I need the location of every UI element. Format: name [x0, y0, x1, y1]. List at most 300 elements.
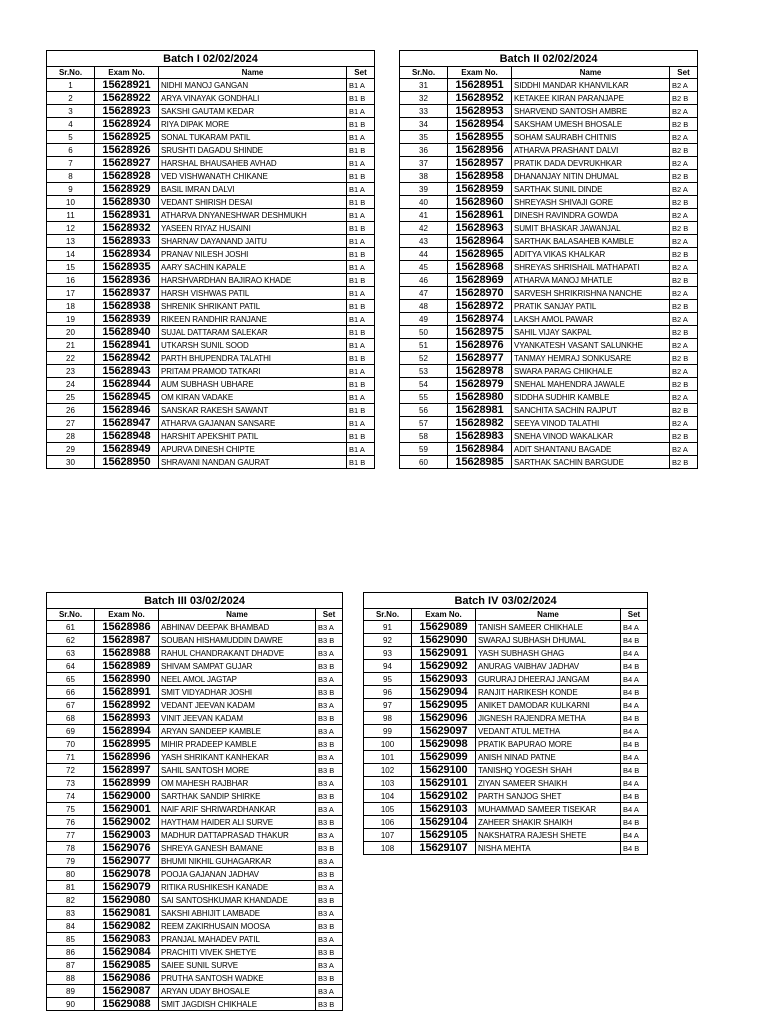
exam-no-cell: 15628923	[95, 105, 159, 118]
table-row	[47, 404, 375, 417]
sr-no-cell: 10	[47, 196, 95, 209]
table-row	[364, 699, 648, 712]
table-row	[400, 79, 698, 92]
sr-no-cell: 17	[47, 287, 95, 300]
set-cell: B3 A	[316, 907, 343, 920]
exam-no-cell: 15629102	[412, 790, 476, 803]
exam-no-cell: 15628972	[448, 300, 512, 313]
set-cell: B1 A	[347, 365, 375, 378]
exam-no-cell: 15629088	[95, 998, 159, 1011]
name-cell: PRUTHA SANTOSH WADKE	[159, 972, 316, 985]
name-cell: SARTHAK SANDIP SHIRKE	[159, 790, 316, 803]
column-header-exam-no: Exam No.	[95, 67, 159, 79]
exam-no-cell: 15629003	[95, 829, 159, 842]
name-cell: VED VISHWANATH CHIKANE	[159, 170, 347, 183]
exam-no-cell: 15629090	[412, 634, 476, 647]
name-cell: PRATIK SANJAY PATIL	[512, 300, 670, 313]
exam-no-cell: 15629094	[412, 686, 476, 699]
exam-no-cell: 15628959	[448, 183, 512, 196]
name-cell: RANJIT HARIKESH KONDE	[476, 686, 621, 699]
exam-no-cell: 15629086	[95, 972, 159, 985]
set-cell: B2 B	[670, 170, 698, 183]
table-row	[400, 274, 698, 287]
table-row	[400, 287, 698, 300]
name-cell: ANURAG VAIBHAV JADHAV	[476, 660, 621, 673]
exam-no-cell: 15629103	[412, 803, 476, 816]
exam-no-cell: 15629087	[95, 985, 159, 998]
exam-no-cell: 15628975	[448, 326, 512, 339]
name-cell: SARVESH SHRIKRISHNA NANCHE	[512, 287, 670, 300]
set-cell: B3 B	[316, 816, 343, 829]
table-row	[400, 339, 698, 352]
table-row	[364, 790, 648, 803]
exam-no-cell: 15629084	[95, 946, 159, 959]
exam-no-cell: 15628946	[95, 404, 159, 417]
table-row	[400, 196, 698, 209]
set-cell: B4 B	[621, 790, 648, 803]
table-row	[47, 816, 343, 829]
exam-no-cell: 15628997	[95, 764, 159, 777]
name-cell: SAIEE SUNIL SURVE	[159, 959, 316, 972]
sr-no-cell: 62	[47, 634, 95, 647]
sr-no-cell: 80	[47, 868, 95, 881]
name-cell: ARYAN UDAY BHOSALE	[159, 985, 316, 998]
table-row	[364, 842, 648, 855]
set-cell: B4 A	[621, 803, 648, 816]
name-cell: AUM SUBHASH UBHARE	[159, 378, 347, 391]
table-row	[47, 933, 343, 946]
exam-no-cell: 15628950	[95, 456, 159, 469]
table-row	[400, 326, 698, 339]
sr-no-cell: 1	[47, 79, 95, 92]
table-row	[364, 725, 648, 738]
exam-no-cell: 15628965	[448, 248, 512, 261]
sr-no-cell: 107	[364, 829, 412, 842]
name-cell: SUJAL DATTARAM SALEKAR	[159, 326, 347, 339]
table-row	[47, 946, 343, 959]
sr-no-cell: 9	[47, 183, 95, 196]
set-cell: B1 B	[347, 196, 375, 209]
set-cell: B4 A	[621, 751, 648, 764]
table-row	[400, 248, 698, 261]
set-cell: B1 B	[347, 378, 375, 391]
table-row	[400, 417, 698, 430]
sr-no-cell: 57	[400, 417, 448, 430]
sr-no-cell: 53	[400, 365, 448, 378]
set-cell: B2 A	[670, 365, 698, 378]
set-cell: B1 B	[347, 274, 375, 287]
exam-no-cell: 15629107	[412, 842, 476, 855]
set-cell: B2 B	[670, 248, 698, 261]
table-row	[400, 92, 698, 105]
sr-no-cell: 16	[47, 274, 95, 287]
exam-no-cell: 15629085	[95, 959, 159, 972]
table-row	[364, 647, 648, 660]
sr-no-cell: 22	[47, 352, 95, 365]
set-cell: B4 B	[621, 738, 648, 751]
set-cell: B1 A	[347, 261, 375, 274]
set-cell: B4 B	[621, 842, 648, 855]
name-cell: PRATIK DADA DEVRUKHKAR	[512, 157, 670, 170]
name-cell: BASIL IMRAN DALVI	[159, 183, 347, 196]
name-cell: RAHUL CHANDRAKANT DHADVE	[159, 647, 316, 660]
table-row	[47, 118, 375, 131]
exam-no-cell: 15629104	[412, 816, 476, 829]
name-cell: SHREYAS SHRISHAIL MATHAPATI	[512, 261, 670, 274]
exam-no-cell: 15628939	[95, 313, 159, 326]
table-row	[47, 222, 375, 235]
sr-no-cell: 106	[364, 816, 412, 829]
batch-title: Batch IV 03/02/2024	[364, 593, 648, 609]
name-cell: SAI SANTOSHKUMAR KHANDADE	[159, 894, 316, 907]
name-cell: REEM ZAKIRHUSAIN MOOSA	[159, 920, 316, 933]
name-cell: LAKSH AMOL PAWAR	[512, 313, 670, 326]
exam-no-cell: 15629079	[95, 881, 159, 894]
name-cell: SAKSHI ABHIJIT LAMBADE	[159, 907, 316, 920]
table-row	[47, 79, 375, 92]
sr-no-cell: 40	[400, 196, 448, 209]
sr-no-cell: 77	[47, 829, 95, 842]
sr-no-cell: 39	[400, 183, 448, 196]
table-row	[47, 621, 343, 634]
table-row	[400, 456, 698, 469]
table-row	[400, 183, 698, 196]
exam-no-cell: 15628943	[95, 365, 159, 378]
table-row	[400, 235, 698, 248]
exam-no-cell: 15628924	[95, 118, 159, 131]
name-cell: GURURAJ DHEERAJ JANGAM	[476, 673, 621, 686]
exam-no-cell: 15628963	[448, 222, 512, 235]
set-cell: B2 B	[670, 456, 698, 469]
sr-no-cell: 46	[400, 274, 448, 287]
name-cell: OM MAHESH RAJBHAR	[159, 777, 316, 790]
batch-table	[46, 50, 375, 469]
table-row	[364, 712, 648, 725]
table-row	[400, 170, 698, 183]
sr-no-cell: 5	[47, 131, 95, 144]
set-cell: B2 B	[670, 404, 698, 417]
set-cell: B3 A	[316, 621, 343, 634]
column-header-set: Set	[621, 609, 648, 621]
exam-no-cell: 15628948	[95, 430, 159, 443]
table-row	[47, 183, 375, 196]
exam-no-cell: 15628968	[448, 261, 512, 274]
set-cell: B3 B	[316, 842, 343, 855]
set-cell: B4 A	[621, 725, 648, 738]
column-header-name: Name	[476, 609, 621, 621]
exam-no-cell: 15628927	[95, 157, 159, 170]
set-cell: B1 A	[347, 183, 375, 196]
name-cell: SNEHAL MAHENDRA JAWALE	[512, 378, 670, 391]
sr-no-cell: 70	[47, 738, 95, 751]
set-cell: B1 A	[347, 79, 375, 92]
sr-no-cell: 21	[47, 339, 95, 352]
table-row	[47, 248, 375, 261]
set-cell: B2 A	[670, 443, 698, 456]
sr-no-cell: 97	[364, 699, 412, 712]
name-cell: YASH SUBHASH GHAG	[476, 647, 621, 660]
table-row	[400, 313, 698, 326]
exam-no-cell: 15629082	[95, 920, 159, 933]
set-cell: B3 B	[316, 660, 343, 673]
table-row	[364, 816, 648, 829]
name-cell: NAIF ARIF SHRIWARDHANKAR	[159, 803, 316, 816]
sr-no-cell: 83	[47, 907, 95, 920]
table-row	[47, 738, 343, 751]
sr-no-cell: 101	[364, 751, 412, 764]
exam-no-cell: 15628953	[448, 105, 512, 118]
name-cell: SOUBAN HISHAMUDDIN DAWRE	[159, 634, 316, 647]
name-cell: UTKARSH SUNIL SOOD	[159, 339, 347, 352]
set-cell: B2 A	[670, 157, 698, 170]
name-cell: SIDDHI MANDAR KHANVILKAR	[512, 79, 670, 92]
name-cell: SONAL TUKARAM PATIL	[159, 131, 347, 144]
table-row	[47, 105, 375, 118]
sr-no-cell: 34	[400, 118, 448, 131]
table-row	[400, 378, 698, 391]
exam-no-cell: 15629092	[412, 660, 476, 673]
set-cell: B3 A	[316, 959, 343, 972]
exam-no-cell: 15629097	[412, 725, 476, 738]
table-row	[364, 660, 648, 673]
set-cell: B3 A	[316, 751, 343, 764]
table-row	[47, 699, 343, 712]
batch-table	[363, 592, 648, 855]
sr-no-cell: 67	[47, 699, 95, 712]
exam-no-cell: 15628981	[448, 404, 512, 417]
sr-no-cell: 90	[47, 998, 95, 1011]
exam-no-cell: 15628984	[448, 443, 512, 456]
table-row	[47, 998, 343, 1011]
exam-no-cell: 15628929	[95, 183, 159, 196]
column-header-name: Name	[159, 609, 316, 621]
set-cell: B1 B	[347, 456, 375, 469]
sr-no-cell: 84	[47, 920, 95, 933]
table-row	[400, 144, 698, 157]
exam-no-cell: 15628952	[448, 92, 512, 105]
exam-no-cell: 15628979	[448, 378, 512, 391]
table-row	[400, 391, 698, 404]
exam-no-cell: 15629078	[95, 868, 159, 881]
sr-no-cell: 36	[400, 144, 448, 157]
table-row	[47, 131, 375, 144]
exam-no-cell: 15628928	[95, 170, 159, 183]
exam-no-cell: 15628944	[95, 378, 159, 391]
name-cell: DHANANJAY NITIN DHUMAL	[512, 170, 670, 183]
sr-no-cell: 85	[47, 933, 95, 946]
sr-no-cell: 32	[400, 92, 448, 105]
table-row	[364, 634, 648, 647]
exam-no-cell: 15628933	[95, 235, 159, 248]
name-cell: SHRENIK SHRIKANT PATIL	[159, 300, 347, 313]
column-header-set: Set	[316, 609, 343, 621]
sr-no-cell: 63	[47, 647, 95, 660]
set-cell: B4 B	[621, 634, 648, 647]
exam-no-cell: 15628974	[448, 313, 512, 326]
batch-title: Batch I 02/02/2024	[47, 51, 375, 67]
table-row	[47, 972, 343, 985]
sr-no-cell: 18	[47, 300, 95, 313]
name-cell: ARYA VINAYAK GONDHALI	[159, 92, 347, 105]
exam-no-cell: 15628986	[95, 621, 159, 634]
batch-title-row	[364, 593, 648, 609]
set-cell: B1 B	[347, 404, 375, 417]
set-cell: B3 A	[316, 933, 343, 946]
set-cell: B1 A	[347, 235, 375, 248]
sr-no-cell: 14	[47, 248, 95, 261]
name-cell: SRUSHTI DAGADU SHINDE	[159, 144, 347, 157]
set-cell: B2 A	[670, 79, 698, 92]
set-cell: B4 B	[621, 686, 648, 699]
set-cell: B3 A	[316, 881, 343, 894]
exam-no-cell: 15629001	[95, 803, 159, 816]
sr-no-cell: 43	[400, 235, 448, 248]
table-row	[364, 621, 648, 634]
column-header-exam-no: Exam No.	[448, 67, 512, 79]
table-row	[364, 686, 648, 699]
name-cell: HAYTHAM HAIDER ALI SURVE	[159, 816, 316, 829]
table-row	[47, 339, 375, 352]
sr-no-cell: 23	[47, 365, 95, 378]
set-cell: B1 A	[347, 417, 375, 430]
column-header-exam-no: Exam No.	[95, 609, 159, 621]
exam-no-cell: 15628931	[95, 209, 159, 222]
set-cell: B1 B	[347, 144, 375, 157]
name-cell: NAKSHATRA RAJESH SHETE	[476, 829, 621, 842]
table-row	[47, 300, 375, 313]
table-row	[47, 686, 343, 699]
table-row	[47, 764, 343, 777]
sr-no-cell: 56	[400, 404, 448, 417]
name-cell: ADITYA VIKAS KHALKAR	[512, 248, 670, 261]
set-cell: B1 A	[347, 131, 375, 144]
exam-no-cell: 15628961	[448, 209, 512, 222]
batch-title-row	[47, 593, 343, 609]
set-cell: B3 B	[316, 634, 343, 647]
set-cell: B2 A	[670, 261, 698, 274]
set-cell: B2 A	[670, 209, 698, 222]
name-cell: MUHAMMAD SAMEER TISEKAR	[476, 803, 621, 816]
set-cell: B1 B	[347, 170, 375, 183]
sr-no-cell: 93	[364, 647, 412, 660]
set-cell: B4 B	[621, 712, 648, 725]
sr-no-cell: 3	[47, 105, 95, 118]
sr-no-cell: 78	[47, 842, 95, 855]
sr-no-cell: 19	[47, 313, 95, 326]
set-cell: B4 A	[621, 647, 648, 660]
sr-no-cell: 20	[47, 326, 95, 339]
set-cell: B4 A	[621, 777, 648, 790]
name-cell: ABHINAV DEEPAK BHAMBAD	[159, 621, 316, 634]
sr-no-cell: 25	[47, 391, 95, 404]
set-cell: B2 A	[670, 105, 698, 118]
name-cell: SMIT JAGDISH CHIKHALE	[159, 998, 316, 1011]
sr-no-cell: 54	[400, 378, 448, 391]
set-cell: B3 B	[316, 894, 343, 907]
sr-no-cell: 104	[364, 790, 412, 803]
sr-no-cell: 102	[364, 764, 412, 777]
table-row	[47, 365, 375, 378]
name-cell: SARTHAK SACHIN BARGUDE	[512, 456, 670, 469]
set-cell: B4 B	[621, 660, 648, 673]
set-cell: B1 A	[347, 443, 375, 456]
exam-no-cell: 15628983	[448, 430, 512, 443]
column-header-sr-no: Sr.No.	[47, 609, 95, 621]
set-cell: B2 B	[670, 430, 698, 443]
set-cell: B2 B	[670, 196, 698, 209]
table-row	[47, 261, 375, 274]
sr-no-cell: 88	[47, 972, 95, 985]
set-cell: B4 A	[621, 699, 648, 712]
sr-no-cell: 79	[47, 855, 95, 868]
exam-no-cell: 15628956	[448, 144, 512, 157]
sr-no-cell: 89	[47, 985, 95, 998]
exam-no-cell: 15628955	[448, 131, 512, 144]
exam-no-cell: 15628936	[95, 274, 159, 287]
exam-no-cell: 15628976	[448, 339, 512, 352]
table-row	[47, 959, 343, 972]
name-cell: SAHIL VIJAY SAKPAL	[512, 326, 670, 339]
sr-no-cell: 13	[47, 235, 95, 248]
table-row	[47, 157, 375, 170]
sr-no-cell: 94	[364, 660, 412, 673]
sr-no-cell: 100	[364, 738, 412, 751]
table-row	[47, 985, 343, 998]
name-cell: SHRAVANI NANDAN GAURAT	[159, 456, 347, 469]
table-row	[400, 443, 698, 456]
set-cell: B3 A	[316, 725, 343, 738]
sr-no-cell: 28	[47, 430, 95, 443]
name-cell: NEEL AMOL JAGTAP	[159, 673, 316, 686]
sr-no-cell: 11	[47, 209, 95, 222]
set-cell: B2 B	[670, 144, 698, 157]
sr-no-cell: 68	[47, 712, 95, 725]
table-row	[364, 673, 648, 686]
table-row	[400, 261, 698, 274]
exam-no-cell: 15628937	[95, 287, 159, 300]
set-cell: B2 B	[670, 300, 698, 313]
name-cell: JIGNESH RAJENDRA METHA	[476, 712, 621, 725]
table-row	[400, 118, 698, 131]
sr-no-cell: 72	[47, 764, 95, 777]
table-row	[47, 634, 343, 647]
name-cell: PRANJAL MAHADEV PATIL	[159, 933, 316, 946]
batch-title-row	[47, 51, 375, 67]
name-cell: NIDHI MANOJ GANGAN	[159, 79, 347, 92]
name-cell: ZIYAN SAMEER SHAIKH	[476, 777, 621, 790]
set-cell: B3 A	[316, 777, 343, 790]
set-cell: B1 A	[347, 313, 375, 326]
table-row	[47, 673, 343, 686]
name-cell: VINIT JEEVAN KADAM	[159, 712, 316, 725]
batch-title-row	[400, 51, 698, 67]
sr-no-cell: 60	[400, 456, 448, 469]
exam-no-cell: 15629095	[412, 699, 476, 712]
exam-no-cell: 15628935	[95, 261, 159, 274]
exam-no-cell: 15628969	[448, 274, 512, 287]
set-cell: B1 A	[347, 287, 375, 300]
exam-no-cell: 15628964	[448, 235, 512, 248]
name-cell: SEEYA VINOD TALATHI	[512, 417, 670, 430]
set-cell: B1 A	[347, 209, 375, 222]
name-cell: TANISH SAMEER CHIKHALE	[476, 621, 621, 634]
sr-no-cell: 45	[400, 261, 448, 274]
set-cell: B2 A	[670, 287, 698, 300]
name-cell: SUMIT BHASKAR JAWANJAL	[512, 222, 670, 235]
sr-no-cell: 35	[400, 131, 448, 144]
exam-no-cell: 15629083	[95, 933, 159, 946]
sr-no-cell: 42	[400, 222, 448, 235]
